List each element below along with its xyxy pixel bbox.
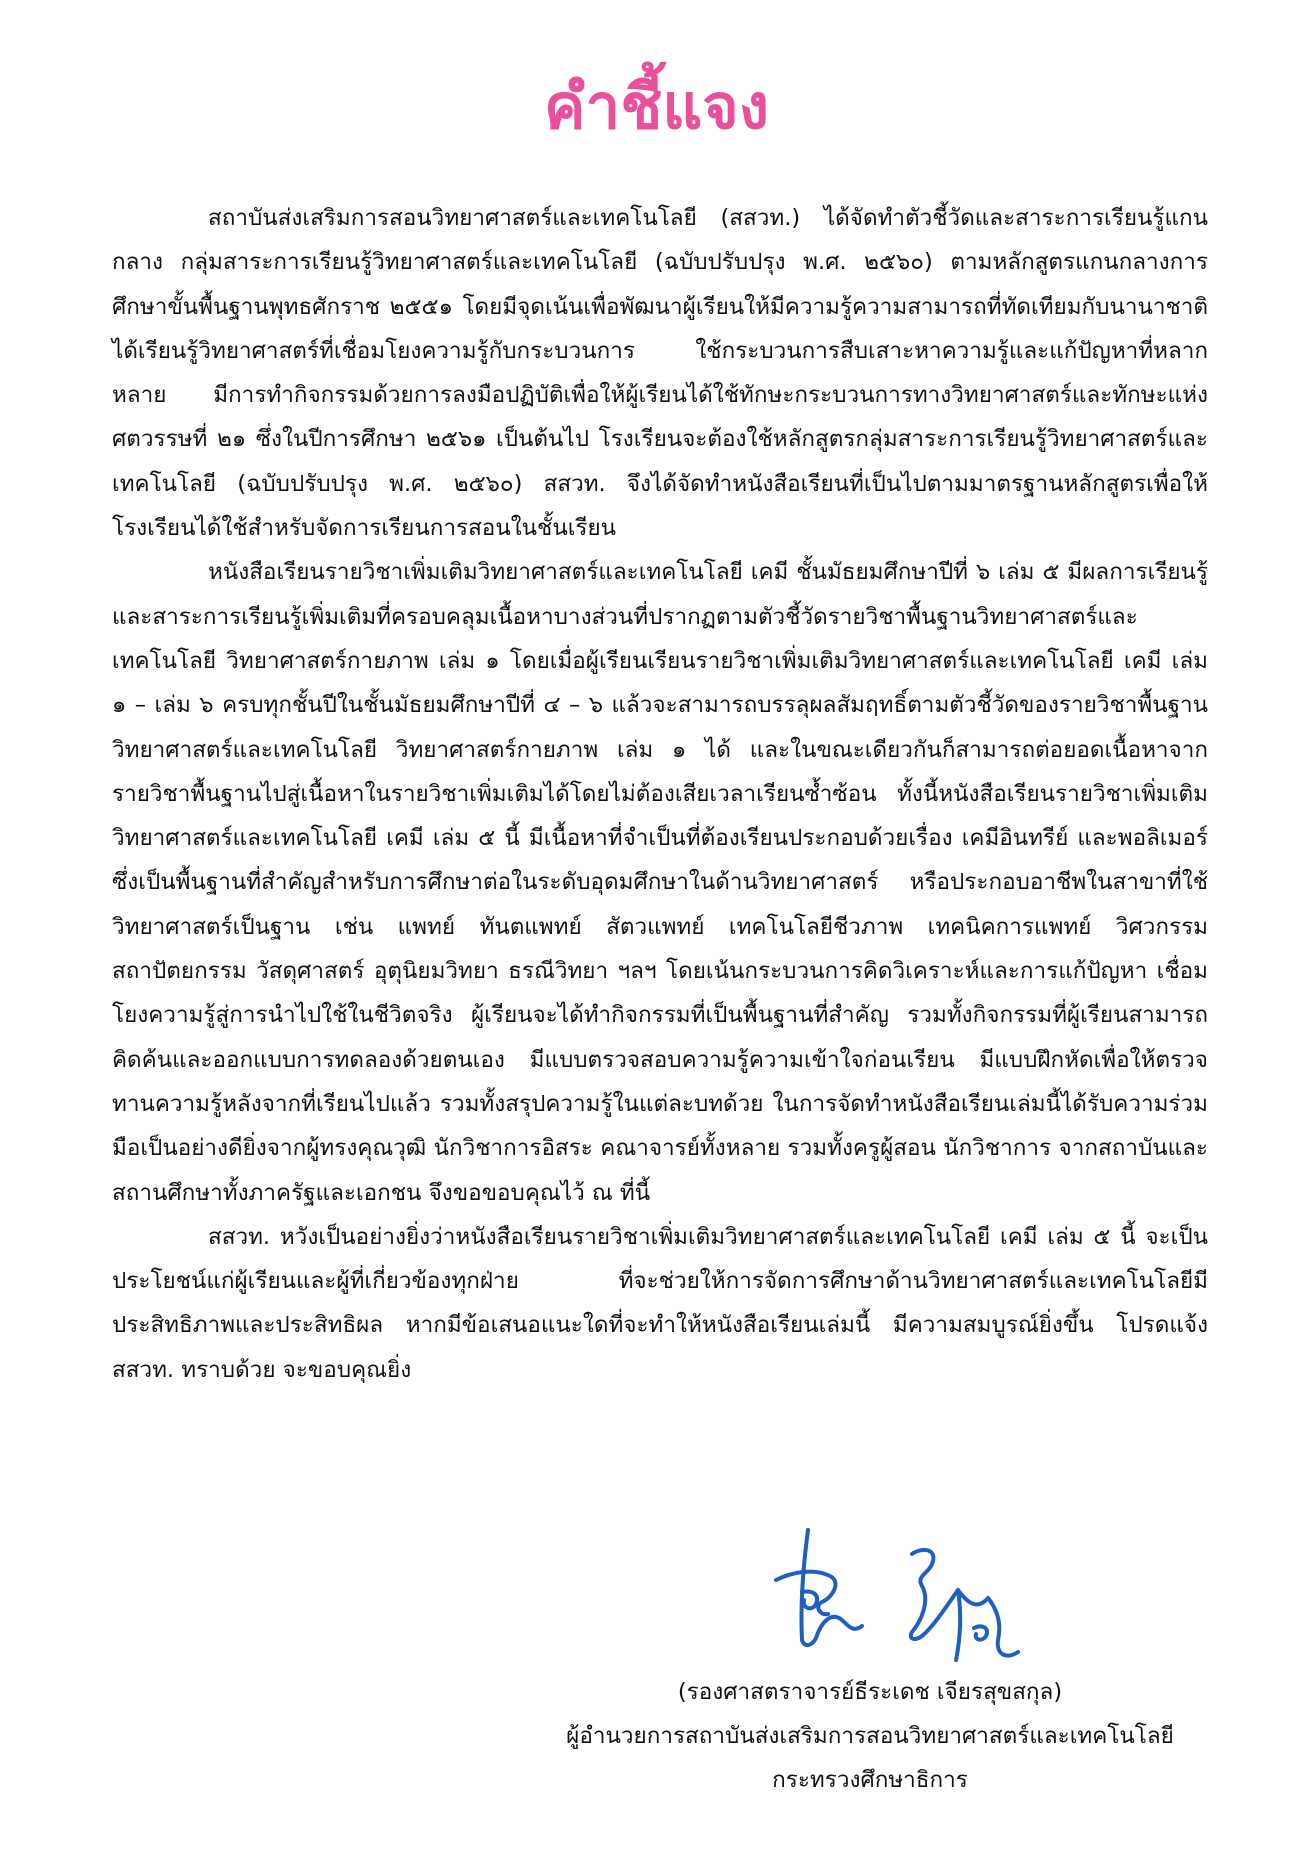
- handwritten-signature: [762, 1520, 1032, 1668]
- signature-stroke: [958, 1590, 1018, 1656]
- paragraph-1: สถาบันส่งเสริมการสอนวิทยาศาสตร์และเทคโนโลยี (สสวท.) ได้จัดทำตัวชี้วัดและสาระการเรียนรู้แกนกลาง กลุ่มสาระการเรียนรู้วิทยาศาสตร์และเทคโนโลยี (ฉบับปรับปรุง พ.ศ. ๒๕๖๐) ตามหลักสูตรแกนกลางการศึกษาขั้นพื้นฐานพุทธศักราช ๒๕๕๑ โดยมีจุดเน้นเพื่อพัฒนาผู้เรียนให้มีความรู้ความสามารถที่ทัดเทียมกับนานาชาติ ได้เรียนรู้วิทยาศาสตร์ที่เชื่อมโยงความรู้กับกระบวนการ ใช้กระบวนการสืบเสาะหาความรู้และแก้ปัญหาที่หลากหลาย มีการทำกิจกรรมด้วยการลงมือปฏิบัติเพื่อให้ผู้เรียนได้ใช้ทักษะกระบวนการทางวิทยาศาสตร์และทักษะแห่งศตวรรษที่ ๒๑ ซึ่งในปีการศึกษา ๒๕๖๑ เป็นต้นไป โรงเรียนจะต้องใช้หลักสูตรกลุ่มสาระการเรียนรู้วิทยาศาสตร์และเทคโนโลยี (ฉบับปรับปรุง พ.ศ. ๒๕๖๐) สสวท. จึงได้จัดทำหนังสือเรียนที่เป็นไปตามมาตรฐานหลักสูตรเพื่อให้โรงเรียนได้ใช้สำหรับจัดการเรียนการสอนในชั้นเรียน: [112, 205, 1208, 542]
- signer-position: ผู้อำนวยการสถาบันส่งเสริมการสอนวิทยาศาสตร์และเทคโนโลยี: [566, 1723, 1174, 1749]
- signer-name: (รองศาสตราจารย์ธีระเดช เจียรสุขสกุล): [677, 1679, 1063, 1705]
- body-text: [112, 196, 1208, 1392]
- signature-stroke: [911, 1586, 960, 1660]
- page-title: คำชี้แจง: [544, 70, 769, 143]
- signature-stroke: [801, 1530, 862, 1645]
- signature-stroke: [802, 1592, 817, 1609]
- paragraph-2: หนังสือเรียนรายวิชาเพิ่มเติมวิทยาศาสตร์และเทคโนโลยี เคมี ชั้นมัธยมศึกษาปีที่ ๖ เล่ม ๕ มีผลการเรียนรู้และสาระการเรียนรู้เพิ่มเติมที่ครอบคลุมเนื้อหาบางส่วนที่ปรากฏตามตัวชี้วัดรายวิชาพื้นฐานวิทยาศาสตร์และเทคโนโลยี วิทยาศาสตร์กายภาพ เล่ม ๑ โดยเมื่อผู้เรียนเรียนรายวิชาเพิ่มเติมวิทยาศาสตร์และเทคโนโลยี เคมี เล่ม ๑ – เล่ม ๖ ครบทุกชั้นปีในชั้นมัธยมศึกษาปีที่ ๔ – ๖ แล้วจะสามารถบรรลุผลสัมฤทธิ์ตามตัวชี้วัดของรายวิชาพื้นฐานวิทยาศาสตร์และเทคโนโลยี วิทยาศาสตร์กายภาพ เล่ม ๑ ได้ และในขณะเดียวกันก็สามารถต่อยอดเนื้อหาจากรายวิชาพื้นฐานไปสู่เนื้อหาในรายวิชาเพิ่มเติมได้โดยไม่ต้องเสียเวลาเรียนซ้ำซ้อน ทั้งนี้หนังสือเรียนรายวิชาเพิ่มเติมวิทยาศาสตร์และเทคโนโลยี เคมี เล่ม ๕ นี้ มีเนื้อหาที่จำเป็นที่ต้องเรียนประกอบด้วยเรื่อง เคมีอินทรีย์ และพอลิเมอร์ ซึ่งเป็นพื้นฐานที่สำคัญสำหรับการศึกษาต่อในระดับอุดมศึกษาในด้านวิทยาศาสตร์ หรือประกอบอาชีพในสาขาที่ใช้วิทยาศาสตร์เป็นฐาน เช่น แพทย์ ทันตแพทย์ สัตวแพทย์ เทคโนโลยีชีวภาพ เทคนิคการแพทย์ วิศวกรรม สถาปัตยกรรม วัสดุศาสตร์ อุตุนิยมวิทยา ธรณีวิทยา ฯลฯ โดยเน้นกระบวนการคิดวิเคราะห์และการแก้ปัญหา เชื่อมโยงความรู้สู่การนำไปใช้ในชีวิตจริง ผู้เรียนจะได้ทำกิจกรรมที่เป็นพื้นฐานที่สำคัญ รวมทั้งกิจกรรมที่ผู้เรียนสามารถคิดค้นและออกแบบการทดลองด้วยตนเอง มีแบบตรวจสอบความรู้ความเข้าใจก่อนเรียน มีแบบฝึกหัดเพื่อให้ตรวจทานความรู้หลังจากที่เรียนไปแล้ว รวมทั้งสรุปความรู้ในแต่ละบทด้วย ในการจัดทำหนังสือเรียนเล่มนี้ได้รับความร่วมมือเป็นอย่างดียิ่งจากผู้ทรงคุณวุฒิ นักวิชาการอิสระ คณาจารย์ทั้งหลาย รวมทั้งครูผู้สอน นักวิชาการ จากสถาบันและสถานศึกษาทั้งภาครัฐและเอกชน จึงขอขอบคุณไว้ ณ ที่นี้: [112, 559, 1208, 1206]
- signature-stroke: [912, 1550, 933, 1586]
- signer-block: [560, 1670, 1180, 1802]
- signer-ministry: กระทรวงศึกษาธิการ: [772, 1767, 968, 1793]
- paragraph-3: สสวท. หวังเป็นอย่างยิ่งว่าหนังสือเรียนรายวิชาเพิ่มเติมวิทยาศาสตร์และเทคโนโลยี เคมี เล่ม ๕ นี้ จะเป็นประโยชน์แก่ผู้เรียนและผู้ที่เกี่ยวข้องทุกฝ่าย ที่จะช่วยให้การจัดการศึกษาด้านวิทยาศาสตร์และเทคโนโลยีมีประสิทธิภาพและประสิทธิผล หากมีข้อเสนอแนะใดที่จะทำให้หนังสือเรียนเล่มนี้ มีความสมบูรณ์ยิ่งขึ้น โปรดแจ้ง สสวท. ทราบด้วย จะขอบคุณยิ่ง: [112, 1223, 1208, 1383]
- signature-stroke: [974, 1626, 987, 1639]
